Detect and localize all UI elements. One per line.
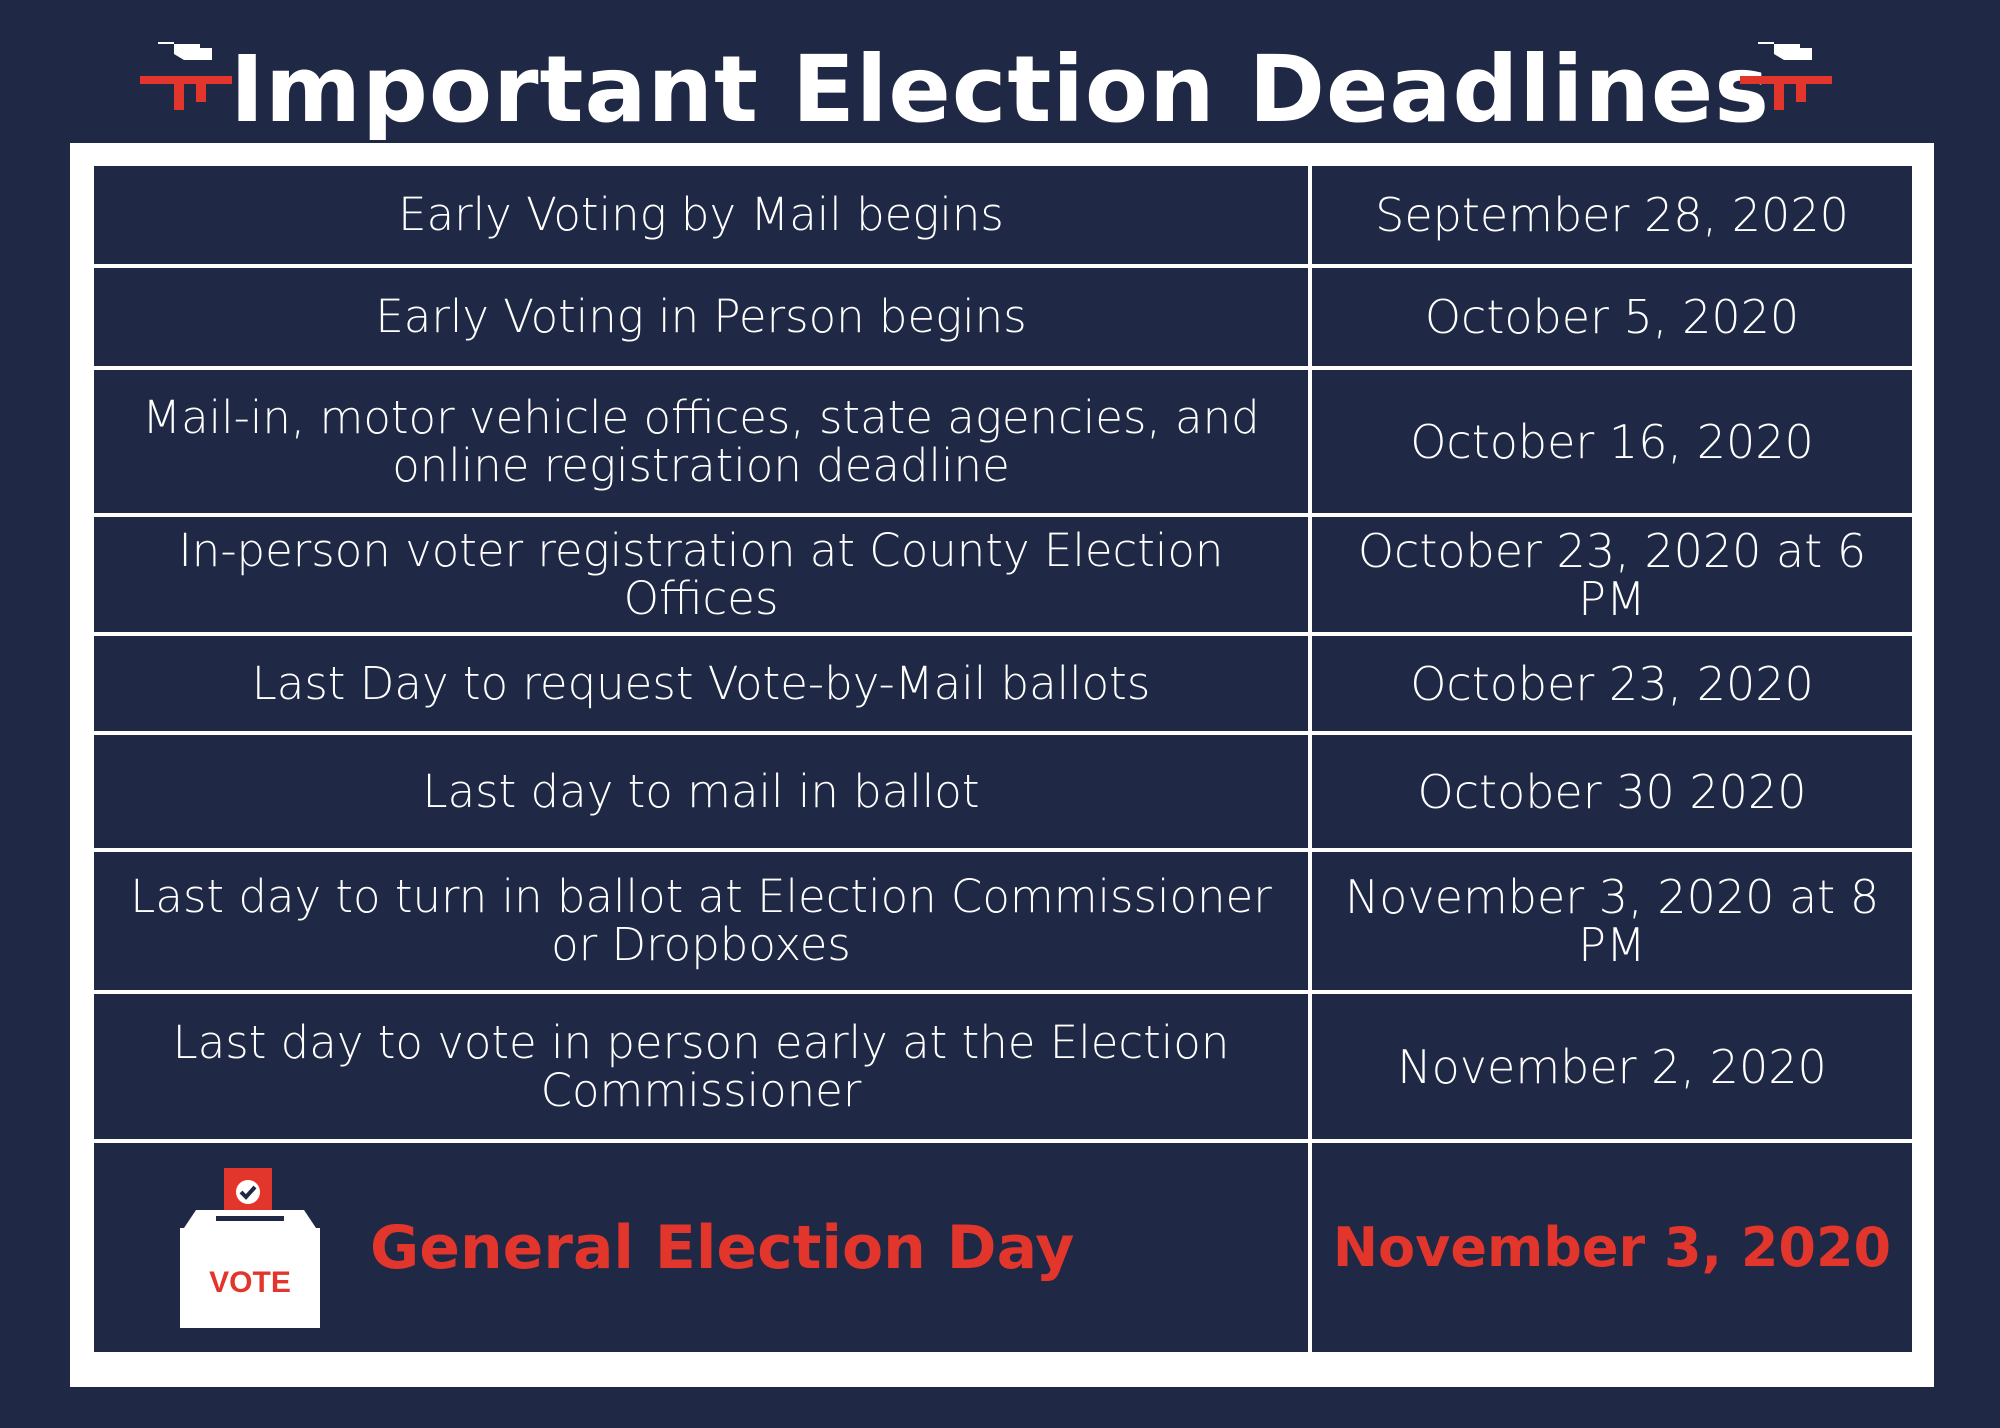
election-day-cell [94, 1143, 1308, 1352]
deadline-date-cell: October 30 2020 [1312, 735, 1912, 848]
deadline-event-cell: Last day to vote in person early at the Election Commissioner [94, 994, 1308, 1139]
deadline-date-cell: September 28, 2020 [1312, 166, 1912, 264]
deadline-date-cell: November 2, 2020 [1312, 994, 1912, 1139]
deadline-date-cell: October 23, 2020 [1312, 636, 1912, 731]
deadline-event-cell: Early Voting by Mail begins [94, 166, 1308, 264]
deadlines-frame [70, 143, 1934, 1387]
deadline-date-cell: October 5, 2020 [1312, 268, 1912, 366]
deadline-date-cell: October 23, 2020 at 6 PM [1312, 517, 1912, 632]
election-day-date: November 3, 2020 [1312, 1143, 1912, 1352]
election-day-label: General Election Day [370, 1212, 1075, 1283]
deadline-event-cell: Early Voting in Person begins [94, 268, 1308, 366]
deadline-event-cell: In-person voter registration at County Election Offices [94, 517, 1308, 632]
deadline-event-cell: Last day to mail in ballot [94, 735, 1308, 848]
page-title: Important Election Deadlines [229, 36, 1771, 143]
deadline-event-cell: Mail-in, motor vehicle offices, state agencies, and online registration deadline [94, 370, 1308, 513]
deadlines-table [94, 166, 1912, 1364]
state-silhouette-logo-icon [140, 28, 240, 116]
ballot-box-icon [180, 1168, 320, 1328]
state-silhouette-logo-icon [1740, 28, 1840, 116]
deadline-date-cell: October 16, 2020 [1312, 370, 1912, 513]
deadline-event-cell: Last day to turn in ballot at Election Commissioner or Dropboxes [94, 852, 1308, 990]
deadline-date-cell: November 3, 2020 at 8 PM [1312, 852, 1912, 990]
deadline-event-cell: Last Day to request Vote-by-Mail ballots [94, 636, 1308, 731]
ballot-box-text: VOTE [209, 1265, 291, 1299]
